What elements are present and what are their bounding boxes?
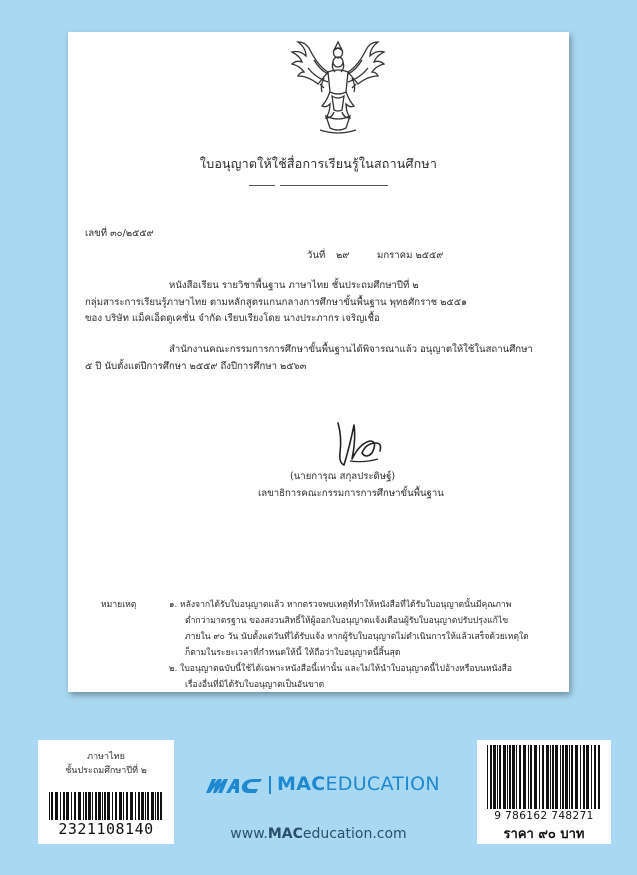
notes-label: หมายเหตุ xyxy=(101,600,137,610)
signer-name: (นายการุณ สกุลประดิษฐ์) xyxy=(290,471,396,482)
brand-separator xyxy=(269,776,271,794)
note-line: ภายใน ๙๐ วัน นับตั้งแต่วันที่ได้รับแจ้ง หากผู้รับใบอนุญาตไม่ดำเนินการให้แล้วเสร็จด้วยเหตุใด xyxy=(185,632,529,642)
isbn-label-box xyxy=(477,740,611,844)
note-line: ๑. หลังจากได้รับใบอนุญาตแล้ว หากตรวจพบเหตุที่ทำให้หนังสือที่ได้รับใบอนุญาตนั้นมีคุณภาพ xyxy=(169,600,512,610)
document-title: ใบอนุญาตให้ใช้สื่อการเรียนรู้ในสถานศึกษา xyxy=(199,156,438,171)
body-line: หนังสือเรียน รายวิชาพื้นฐาน ภาษาไทย ชั้นประถมศึกษาปีที่ ๒ xyxy=(169,280,419,291)
signer-title: เลขาธิการคณะกรรมการการศึกษาขั้นพื้นฐาน xyxy=(258,488,444,499)
garuda-emblem-icon xyxy=(290,38,386,138)
subject-name: ภาษาไทย xyxy=(87,752,125,762)
body-line: ๕ ปี นับตั้งแต่ปีการศึกษา ๒๕๕๙ ถึงปีการศึกษา ๒๕๖๓ xyxy=(85,361,307,372)
brand-name: MACEDUCATION xyxy=(277,773,440,795)
body-line: กลุ่มสาระการเรียนรู้ภาษาไทย ตามหลักสูตรแกนกลางการศึกษาขั้นพื้นฐาน พุทธศักราช ๒๕๕๑ xyxy=(85,297,468,308)
permit-document xyxy=(68,32,569,692)
title-underline-long xyxy=(280,185,388,186)
body-line: สำนักงานคณะกรรมการการศึกษาขั้นพื้นฐานได้พิจารณาแล้ว อนุญาตให้ใช้ในสถานศึกษา xyxy=(169,344,533,355)
title-underline-short xyxy=(249,185,275,186)
signature-image xyxy=(330,417,400,469)
note-line: เรื่องอื่นที่มิได้รับใบอนุญาตเป็นอันขาด xyxy=(185,680,325,690)
date-day: ๒๙ xyxy=(336,250,350,261)
date-month-year: มกราคม ๒๕๕๙ xyxy=(377,250,444,261)
barcode-icon xyxy=(48,792,164,820)
document-number: เลขที่ ๓๐/๒๕๕๙ xyxy=(85,228,154,239)
date-label: วันที่ xyxy=(307,250,326,261)
isbn-number: 9 786162 748271 xyxy=(494,810,594,822)
note-line: ก็ตามในระยะเวลาที่กำหนดให้นี้ ให้ถือว่าใบอนุญาตนี้สิ้นสุด xyxy=(185,648,401,658)
price: ราคา ๙๐ บาท xyxy=(503,827,585,842)
note-line: ต่ำกว่ามาตรฐาน ของสงวนสิทธิ์ให้ผู้ออกใบอนุญาตแจ้งเตือนผู้รับใบอนุญาตปรับปรุงแก้ไข xyxy=(185,616,509,626)
note-line: ๒. ใบอนุญาตฉบับนี้ใช้ได้เฉพาะหนังสือนี้เท่านั้น และไม่ให้นำใบอนุญาตนี้ไปอ้างหรือบนหนังสือ xyxy=(169,664,513,674)
website-url: www.MACeducation.com xyxy=(230,826,407,842)
grade-level: ชั้นประถมศึกษาปีที่ ๒ xyxy=(65,766,147,776)
barcode-number: 2321108140 xyxy=(58,820,154,838)
isbn-barcode-icon xyxy=(486,745,602,809)
brand-logo xyxy=(206,772,451,798)
body-line: ของ บริษัท แม็คเอ็ดดูเคชั่น จำกัด เรียบเรียงโดย นางประภากร เจริญเชื้อ xyxy=(85,313,380,324)
mac-logo-icon xyxy=(206,777,262,793)
